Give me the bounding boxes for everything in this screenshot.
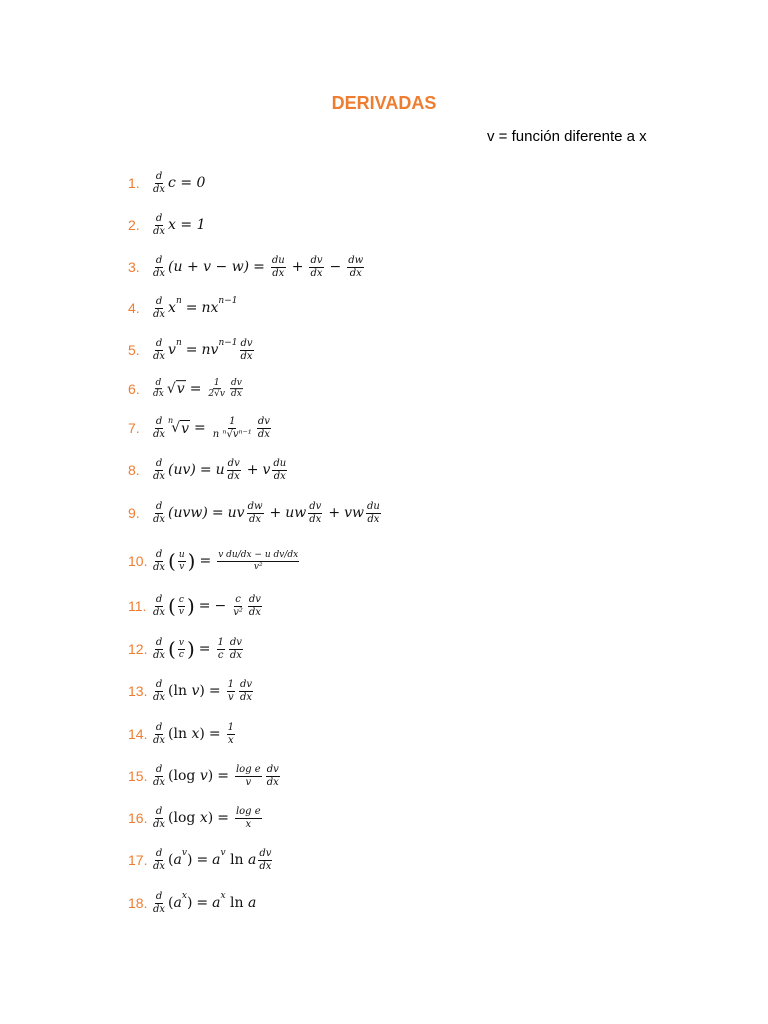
derivative-operator: $\frac{d}{dx}$ xyxy=(153,416,166,440)
derivative-operator: $\frac{d}{dx}$ xyxy=(153,458,166,482)
formula-body: c = 0 xyxy=(168,175,206,191)
derivative-operator: $\frac{d}{dx}$ xyxy=(153,848,166,872)
derivative-operator: $\frac{d}{dx}$ xyxy=(153,594,166,618)
derivative-operator: $\frac{d}{dx}$ xyxy=(153,722,166,746)
derivative-operator: $\frac{d}{dx}$ xyxy=(153,637,166,661)
formula-number: 15. xyxy=(128,768,148,784)
formula-13: 13. $\frac{d}{dx}$ ( ln v ) = $\frac{1}{v}$ $\frac{dv}{dx}$ xyxy=(128,679,253,703)
derivative-operator: $\frac{d}{dx}$ xyxy=(153,171,166,195)
formula-lhs: (u + v − w) xyxy=(168,259,250,275)
formula-number: 13. xyxy=(128,683,148,699)
formula-number: 9. xyxy=(128,505,140,521)
derivative-operator: $\frac{d}{dx}$ xyxy=(153,679,166,703)
formula-11: 11. $\frac{d}{dx}$ ( $\frac{c}{v}$ ) = − $\frac{c}{\text{v²}}$ $\frac{dv}{dx}$ xyxy=(128,594,261,618)
formula-14: 14. $\frac{d}{dx}$ ( ln x ) = $\frac{1}{x}$ xyxy=(128,722,234,746)
formula-5: 5. $\frac{d}{dx}$ v n = nv n−1 $\frac{dv}{dx}$ xyxy=(128,338,253,362)
derivative-operator: $\frac{d}{dx}$ xyxy=(153,806,166,830)
derivative-operator: $\frac{d}{dx}$ xyxy=(153,338,166,362)
formula-9: 9. $\frac{d}{dx}$ (uvw) = uv $\frac{dw}{dx}$ + uw $\frac{dv}{dx}$ + vw $\frac{du}{dx}$ xyxy=(128,501,380,525)
formula-8: 8. $\frac{d}{dx}$ (uv) = u $\frac{dv}{dx}$ + v $\frac{du}{dx}$ xyxy=(128,458,287,482)
derivative-operator: $\frac{d}{dx}$ xyxy=(153,296,166,320)
formula-6: 6. $\frac{d}{dx}$ √ v = $\frac{1}{2√v}$ $\frac{dv}{dx}$ xyxy=(128,378,242,400)
derivative-operator: $\frac{d}{dx}$ xyxy=(153,378,164,400)
formula-16: 16. $\frac{d}{dx}$ ( log x ) = $\frac{\text{log e}}{x}$ xyxy=(128,806,261,830)
formula-number: 2. xyxy=(128,217,140,233)
formula-10: 10. $\frac{d}{dx}$ ( $\frac{u}{v}$ ) = $\frac{\text{v du/dx − u dv/dx}}{\text{v²}}$ xyxy=(128,549,299,573)
derivative-operator: $\frac{d}{dx}$ xyxy=(153,213,166,237)
formula-number: 6. xyxy=(128,381,140,397)
sqrt-symbol: √ xyxy=(166,381,176,397)
formula-4: 4. $\frac{d}{dx}$ x n = nx n−1 xyxy=(128,296,238,320)
derivative-operator: $\frac{d}{dx}$ xyxy=(153,764,166,788)
formula-number: 10. xyxy=(128,553,148,569)
page-title: DERIVADAS xyxy=(331,93,437,113)
formula-body: x = 1 xyxy=(168,217,206,233)
formula-number: 14. xyxy=(128,726,148,742)
formula-1 xyxy=(128,171,205,195)
formula-number: 11. xyxy=(128,598,147,614)
formula-number: 8. xyxy=(128,462,140,478)
formula-number: 1. xyxy=(128,175,140,191)
formula-number: 12. xyxy=(128,641,148,657)
derivative-operator: $\frac{d}{dx}$ xyxy=(153,501,166,525)
formula-3: 3. $\frac{d}{dx}$ (u + v − w) = $\frac{du}{dx}$ + $\frac{dv}{dx}$ − $\frac{dw}{dx}$ xyxy=(128,255,364,279)
formula-number: 18. xyxy=(128,895,148,911)
derivative-operator: $\frac{d}{dx}$ xyxy=(153,255,166,279)
formula-number: 5. xyxy=(128,342,140,358)
formula-15: 15. $\frac{d}{dx}$ ( log v ) = $\frac{\text{log e}}{v}$ $\frac{dv}{dx}$ xyxy=(128,764,279,788)
formula-number: 4. xyxy=(128,300,140,316)
formula-7: 7. $\frac{d}{dx}$ n √ v = $\frac{1}{\text{n ⁿ√vⁿ⁻¹}}$ $\frac{dv}{dx}$ xyxy=(128,415,270,440)
page-subtitle: v = función diferente a x xyxy=(487,128,647,145)
derivative-operator: $\frac{d}{dx}$ xyxy=(153,891,166,915)
derivative-operator: $\frac{d}{dx}$ xyxy=(153,549,166,573)
formula-18: 18. $\frac{d}{dx}$ ( a x ) = a x ln a xyxy=(128,891,257,915)
formula-2 xyxy=(128,213,205,237)
formula-17: 17. $\frac{d}{dx}$ ( a v ) = a v ln a $\frac{dv}{dx}$ xyxy=(128,848,272,872)
formula-number: 17. xyxy=(128,852,148,868)
formula-number: 16. xyxy=(128,810,148,826)
sqrt-symbol: √ xyxy=(171,420,181,436)
formula-number: 3. xyxy=(128,259,140,275)
formula-number: 7. xyxy=(128,420,140,436)
formula-12: 12. $\frac{d}{dx}$ ( $\frac{v}{c}$ ) = $\frac{1}{c}$ $\frac{dv}{dx}$ xyxy=(128,637,242,661)
